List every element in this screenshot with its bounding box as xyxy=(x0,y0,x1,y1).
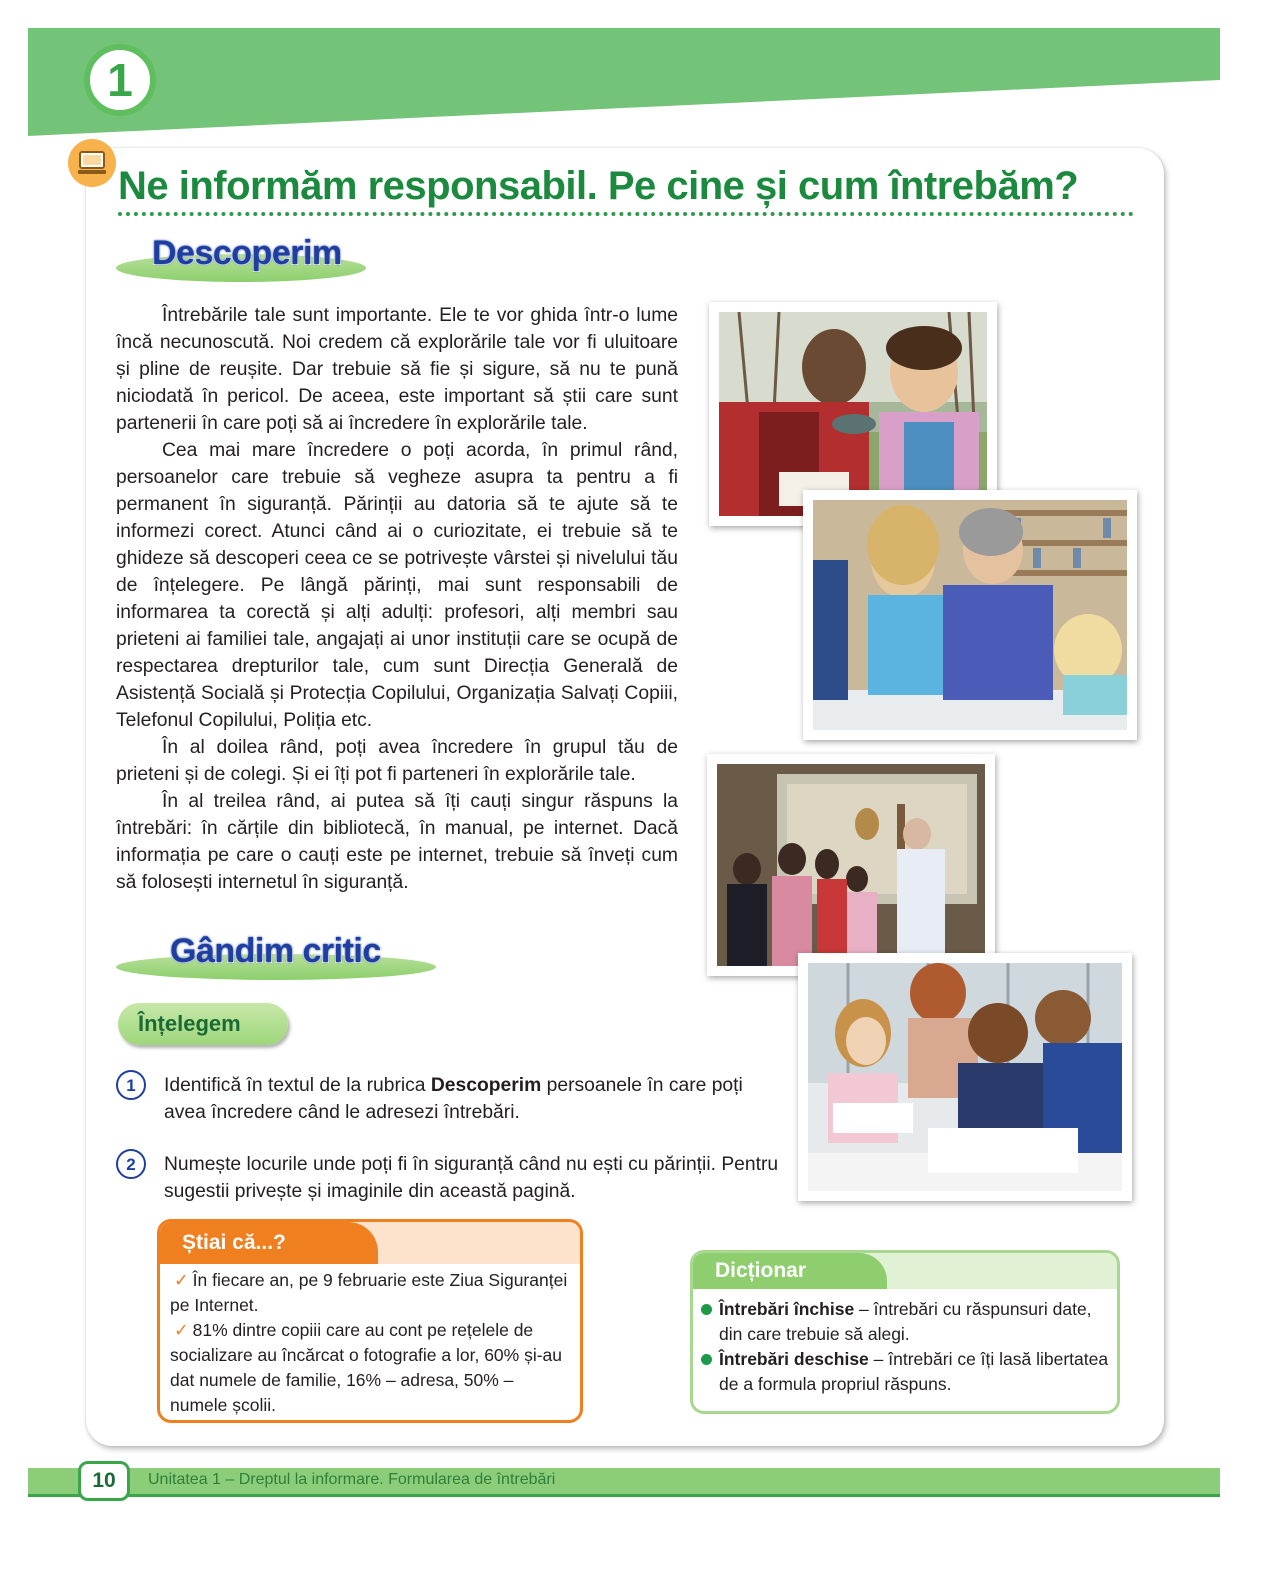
did-you-know-title: Știai că...? xyxy=(160,1222,378,1264)
computer-icon xyxy=(68,139,116,187)
check-icon: ✓ xyxy=(174,1320,189,1340)
photo-kids-reading xyxy=(798,953,1132,1201)
paragraph: În al treilea rând, ai putea să îți cauți singur răspuns la întrebări: în cărțile din bibliotecă, în manual, pe internet. Dacă informația pe care o cauți este pe internet, trebuie să înveți cum să folosești internetul în siguranță. xyxy=(116,791,678,893)
question-text-bold: Descoperim xyxy=(430,1075,542,1096)
paragraph: Întrebările tale sunt importante. Ele te vor ghida într-o lume încă necunoscută. Noi credem că explorările tale vor fi uluitoare și pline de reușite. Dar trebuie să fie și sigure, să nu te pună niciodată în pericol. De aceea, este important să știi care sunt partenerii în care poți să ai încredere în explorările tale. xyxy=(116,305,678,434)
did-you-know-header xyxy=(160,1222,580,1264)
did-you-know-box xyxy=(157,1219,583,1423)
paragraph: Cea mai mare încredere o poți acorda, în primul rând, persoanelor care trebuie să vegheze asupra ta pentru a fi permanent în siguranță. Părinții au datoria să te ajute să te informezi corect. Atunci când ai o curiozitate, ei trebuie să te ghideze să descoperi ceea ce se potrivește vârstei și nivelului tău de înțelegere. Pe lângă părinți, mai sunt responsabili de informarea ta corectă și alți adulți: profesori, alți membri sau prieteni ai familiei tale, angajați ai unor instituții care se ocupă de respectarea drepturilor tale, cum sunt Direcția Generală de Asistență Socială și Protecția Copilului, Organizația Salvați Copiii, Telefonul Copilului, Poliția etc. xyxy=(116,440,678,731)
dictionary-definition: – întrebări ce îți lasă libertatea de a formula propriul răspuns. xyxy=(719,1349,1109,1394)
page-number: 10 xyxy=(78,1461,130,1501)
dictionary-header xyxy=(693,1253,1117,1289)
dictionary-title: Dicționar xyxy=(693,1253,887,1289)
lesson-title: Ne informăm responsabil. Pe cine și cum întrebăm? xyxy=(118,164,1079,208)
unit-number: 1 xyxy=(107,54,133,106)
unit-number-badge xyxy=(84,44,156,116)
question-text xyxy=(164,1072,784,1126)
question-text xyxy=(164,1151,784,1205)
dictionary-text xyxy=(701,1297,1111,1397)
question-text-part: Numește locurile unde poți fi în siguranță când nu ești cu părinții. Pentru sugestii privește și imaginile din această pagină. xyxy=(164,1154,779,1202)
photo-museum-visit xyxy=(707,754,995,976)
dictionary-term: Întrebări închise xyxy=(719,1299,855,1319)
footer-line xyxy=(28,1494,1220,1497)
discover-text xyxy=(116,302,678,896)
discover-heading: Descoperim xyxy=(152,234,342,272)
fact-item xyxy=(170,1268,570,1318)
bullet-icon xyxy=(701,1304,712,1315)
understand-subheading: Înțelegem xyxy=(118,1003,288,1045)
bullet-icon xyxy=(701,1354,712,1365)
critical-heading: Gândim critic xyxy=(170,932,381,970)
dictionary-box xyxy=(690,1250,1120,1414)
dictionary-entry xyxy=(701,1297,1111,1347)
critical-heading-block xyxy=(116,930,438,982)
fact-text: 81% dintre copiii care au cont pe rețelele de socializare au încărcat o fotografie a lor, 60% și-au dat numele de familie, 16% – adresa, 50% – numele școlii. xyxy=(170,1320,563,1415)
photo-teacher-children xyxy=(803,490,1137,740)
dictionary-term: Întrebări deschise xyxy=(719,1349,869,1369)
discover-heading-block xyxy=(116,232,368,284)
question-text-part: Identifică în textul de la rubrica xyxy=(164,1075,431,1096)
footer-unit-label: Unitatea 1 – Dreptul la informare. Formularea de întrebări xyxy=(148,1471,556,1488)
title-divider xyxy=(118,212,1134,216)
question-number: 1 xyxy=(116,1070,146,1100)
fact-text: În fiecare an, pe 9 februarie este Ziua Siguranței pe Internet. xyxy=(170,1270,568,1315)
did-you-know-text xyxy=(170,1268,570,1418)
dictionary-entry xyxy=(701,1347,1111,1397)
question-number: 2 xyxy=(116,1149,146,1179)
dictionary-definition: – întrebări cu răspunsuri date, din care trebuie să alegi. xyxy=(719,1299,1092,1344)
top-banner xyxy=(28,28,1240,138)
question-text-part: persoanele în care poți avea încredere când le adresezi întrebări. xyxy=(164,1075,743,1123)
fact-item xyxy=(170,1318,570,1418)
paragraph: În al doilea rând, poți avea încredere în grupul tău de prieteni și de colegi. Și ei îți pot fi parteneri în explorările tale. xyxy=(116,737,678,785)
check-icon: ✓ xyxy=(174,1270,189,1290)
